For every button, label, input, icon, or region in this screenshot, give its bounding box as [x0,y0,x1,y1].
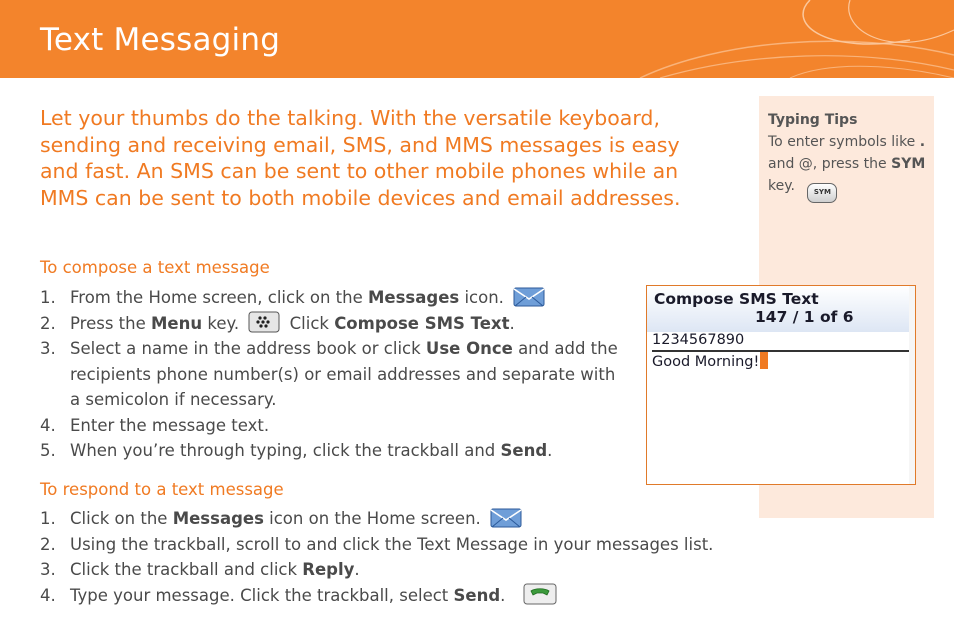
phone-scrollbar [909,286,915,484]
tips-line-c: key. [768,178,795,194]
list-item: 1. From the Home screen, click on the Messages icon. [40,285,620,311]
list-item: 5. When you’re through typing, click the trackball and Send. [40,441,553,460]
list-item: 2. Using the trackball, scroll to and click the Text Message in your messages list. [40,534,714,554]
tips-period: . [919,134,926,150]
phone-recipient-number: 1234567890 [652,332,745,348]
list-item: 4. Enter the message text. [40,415,270,435]
phone-message-body: Good Morning! [652,352,768,370]
tips-line-a: To enter symbols like [768,134,920,150]
tips-sym: SYM [891,156,926,172]
list-item: 4. Type your message. Click the trackball, select Send. [40,583,840,609]
list-item: 1. Click on the Messages icon on the Home screen. [40,506,840,532]
blackberry-menu-key-icon [248,311,280,333]
typing-tips-text [768,109,928,199]
typing-tips-title: Typing Tips [768,112,858,128]
page-header [0,0,954,78]
phone-screen-title: Compose SMS Text [654,290,819,308]
envelope-icon [513,286,547,308]
compose-section-title: To compose a text message [40,258,270,277]
text-cursor [760,352,768,369]
intro-paragraph: Let your thumbs do the talking. With the versatile keyboard, sending and receiving email, SMS, and MMS messages is easy and fast. An SMS can be sent to other mobile phones while an MMS can be sent to both mobile devices and email addresses. [40,106,681,210]
compose-steps-list [40,285,620,464]
page-title: Text Messaging [40,22,281,58]
tips-line-b: and @, press the [768,156,892,172]
list-item: 2. Press the Menu key. Click Compose SMS Text. [40,311,620,337]
green-phone-send-key-icon [523,583,557,605]
envelope-icon [490,507,524,529]
respond-steps-list [40,506,840,608]
list-item: 3. Click the trackball and click Reply. [40,560,360,579]
phone-char-counter: 147 / 1 of 6 [755,308,854,326]
header-swirl-decoration [600,0,954,78]
sym-key-icon: SYM [807,183,837,203]
list-item: 3. Select a name in the address book or click Use Once and add the recipients phone number(s) or email addresses and separate with a semicolon if necessary. [40,339,618,409]
respond-section-title: To respond to a text message [40,480,284,499]
compose-sms-screenshot [646,285,916,485]
